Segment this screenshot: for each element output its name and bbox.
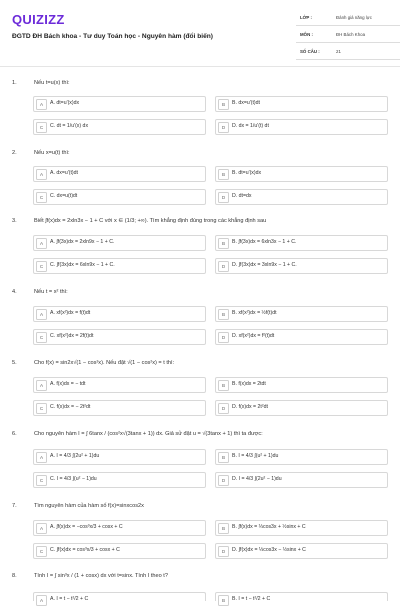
option-text: A. dt=u'(x)dx: [50, 100, 80, 106]
question-number: 3.: [12, 218, 17, 224]
option-c[interactable]: [33, 543, 206, 559]
option-d[interactable]: [215, 472, 388, 488]
option-d[interactable]: [215, 258, 388, 274]
option-letter: D: [218, 122, 229, 133]
option-letter: C: [36, 475, 47, 486]
option-text: C. xf(x²)dx = 2f(t)dt: [50, 333, 94, 339]
option-letter: C: [36, 403, 47, 414]
option-letter: C: [36, 122, 47, 133]
option-a[interactable]: [33, 449, 206, 465]
option-text: A. ∫f(3x)dx = 2xln9x − 1 + C.: [50, 239, 115, 245]
option-a[interactable]: [33, 166, 206, 182]
question-number: 4.: [12, 289, 17, 295]
option-d[interactable]: [215, 400, 388, 416]
option-text: D. ∫f(x)dx = ⅓cos3x − ½sinx + C: [232, 547, 306, 553]
meta-value: ĐH Bách Khoa: [336, 32, 366, 37]
option-letter: B: [218, 452, 229, 463]
question-text: Nếu t=u(x) thì:: [34, 80, 70, 86]
option-c[interactable]: [33, 400, 206, 416]
option-letter: D: [218, 332, 229, 343]
option-text: A. xf(x²)dx = f(t)dt: [50, 310, 91, 316]
question-text: Tìm nguyên hàm của hàm số f(x)=sinxcos2x: [34, 503, 144, 509]
question-number: 7.: [12, 503, 17, 509]
meta-row-subject: [296, 31, 400, 43]
option-letter: B: [218, 380, 229, 391]
option-letter: C: [36, 192, 47, 203]
option-letter: C: [36, 261, 47, 272]
option-text: C. f(x)dx = − 2t²dt: [50, 404, 91, 410]
option-text: C. ∫f(x)dx = cos³x/3 + cosx + C: [50, 547, 120, 553]
option-letter: B: [218, 99, 229, 110]
option-text: A. I = 4/3 ∫(2u² + 1)du: [50, 453, 100, 459]
option-letter: B: [218, 595, 229, 606]
option-d[interactable]: [215, 543, 388, 559]
option-letter: A: [36, 238, 47, 249]
option-letter: B: [218, 238, 229, 249]
option-text: C. dx=u(t)dt: [50, 193, 78, 199]
question-text: Cho nguyên hàm I = ∫ 6tanx / (cos²x√(3tanx + 1)) dx. Giả sử đặt u = √(3tanx + 1) thì ta được:: [34, 431, 263, 437]
option-text: D. I = 4/3 ∫(2u² − 1)du: [232, 476, 282, 482]
option-letter: D: [218, 475, 229, 486]
option-letter: A: [36, 523, 47, 534]
option-b[interactable]: [215, 520, 388, 536]
header-divider: [0, 66, 400, 67]
quizizz-logo: QUIZIZZ: [12, 12, 65, 27]
option-c[interactable]: [33, 189, 206, 205]
option-text: B. dt=u'(x)dx: [232, 170, 262, 176]
option-letter: B: [218, 309, 229, 320]
option-text: C. I = 4/3 ∫(u² − 1)du: [50, 476, 97, 482]
question-text: Nếu t = x² thì:: [34, 289, 68, 295]
option-text: C. ∫f(3x)dx = 6xln9x − 1 + C.: [50, 262, 115, 268]
option-text: A. I = t − t²/2 + C: [50, 596, 89, 602]
option-text: D. xf(x²)dx = f²(t)dt: [232, 333, 275, 339]
option-text: A. f(x)dx = − tdt: [50, 381, 86, 387]
option-a[interactable]: [33, 520, 206, 536]
option-b[interactable]: [215, 235, 388, 251]
option-letter: D: [218, 261, 229, 272]
option-letter: C: [36, 546, 47, 557]
option-letter: A: [36, 380, 47, 391]
option-letter: A: [36, 452, 47, 463]
question-number: 1.: [12, 80, 17, 86]
option-text: D. dt=dx: [232, 193, 252, 199]
option-text: D. f(x)dx = 2t²dt: [232, 404, 268, 410]
option-b[interactable]: [215, 306, 388, 322]
option-letter: B: [218, 523, 229, 534]
question-number: 2.: [12, 150, 17, 156]
option-letter: C: [36, 332, 47, 343]
question-number: 5.: [12, 360, 17, 366]
question-number: 6.: [12, 431, 17, 437]
option-text: A. ∫f(x)dx = −cos³x/3 + cosx + C: [50, 524, 123, 530]
option-text: B. ∫f(x)dx = ⅓cos3x + ½sinx + C: [232, 524, 306, 530]
question-text: Nếu x=u(t) thì:: [34, 150, 70, 156]
option-letter: D: [218, 192, 229, 203]
option-letter: B: [218, 169, 229, 180]
option-text: B. xf(x²)dx = ½f(t)dt: [232, 310, 277, 316]
option-b[interactable]: [215, 377, 388, 393]
option-d[interactable]: [215, 189, 388, 205]
option-text: A. dx=u'(t)dt: [50, 170, 78, 176]
meta-value: Đánh giá năng lực: [336, 15, 372, 20]
question-text: Tính I = ∫ sin³x / (1 + cosx) dx với t=sinx. Tính I theo t?: [34, 573, 168, 579]
option-a[interactable]: [33, 306, 206, 322]
meta-row-class: [296, 14, 400, 26]
option-letter: D: [218, 403, 229, 414]
option-text: B. ∫f(3x)dx = 6xln3x − 1 + C.: [232, 239, 297, 245]
option-c[interactable]: [33, 119, 206, 135]
option-letter: A: [36, 99, 47, 110]
meta-label: MÔN :: [300, 32, 313, 37]
option-text: C. dt = 1/u'(x) dx: [50, 123, 89, 129]
option-b[interactable]: [215, 449, 388, 465]
meta-row-count: [296, 48, 400, 60]
option-c[interactable]: [33, 472, 206, 488]
meta-label: SỐ CÂU :: [300, 49, 320, 54]
option-letter: A: [36, 595, 47, 606]
option-letter: A: [36, 169, 47, 180]
option-a[interactable]: [33, 377, 206, 393]
option-c[interactable]: [33, 258, 206, 274]
option-c[interactable]: [33, 329, 206, 345]
option-letter: D: [218, 546, 229, 557]
option-text: D. dx = 1/u'(t) dt: [232, 123, 269, 129]
option-d[interactable]: [215, 119, 388, 135]
question-text: Biết ∫f(x)dx = 2xln3x − 1 + C với x ∈ (1/3; +∞). Tìm khẳng định đúng trong các khẳng định sau: [34, 218, 267, 224]
worksheet-meta: [296, 14, 400, 65]
option-text: B. dx=u'(t)dt: [232, 100, 260, 106]
worksheet-title: ĐGTD ĐH Bách khoa - Tư duy Toán học - Nguyên hàm (đổi biến): [12, 33, 214, 40]
option-b[interactable]: [215, 166, 388, 182]
option-text: B. I = t − t²/2 + C: [232, 596, 271, 602]
option-text: B. I = 4/3 ∫(u² + 1)du: [232, 453, 279, 459]
option-d[interactable]: [215, 329, 388, 345]
option-letter: A: [36, 309, 47, 320]
meta-label: LỚP :: [300, 15, 312, 20]
meta-value: 21: [336, 49, 341, 54]
option-text: D. ∫f(3x)dx = 3xln9x − 1 + C.: [232, 262, 297, 268]
worksheet-header: [0, 0, 400, 66]
question-number: 8.: [12, 573, 17, 579]
option-a[interactable]: [33, 96, 206, 112]
option-a[interactable]: [33, 235, 206, 251]
option-b[interactable]: [215, 96, 388, 112]
option-text: B. f(x)dx = 2tdt: [232, 381, 266, 387]
question-text: Cho f(x) = sin2x√(1 − cos²x). Nếu đặt √(1 − cos²x) = t thì:: [34, 360, 175, 366]
